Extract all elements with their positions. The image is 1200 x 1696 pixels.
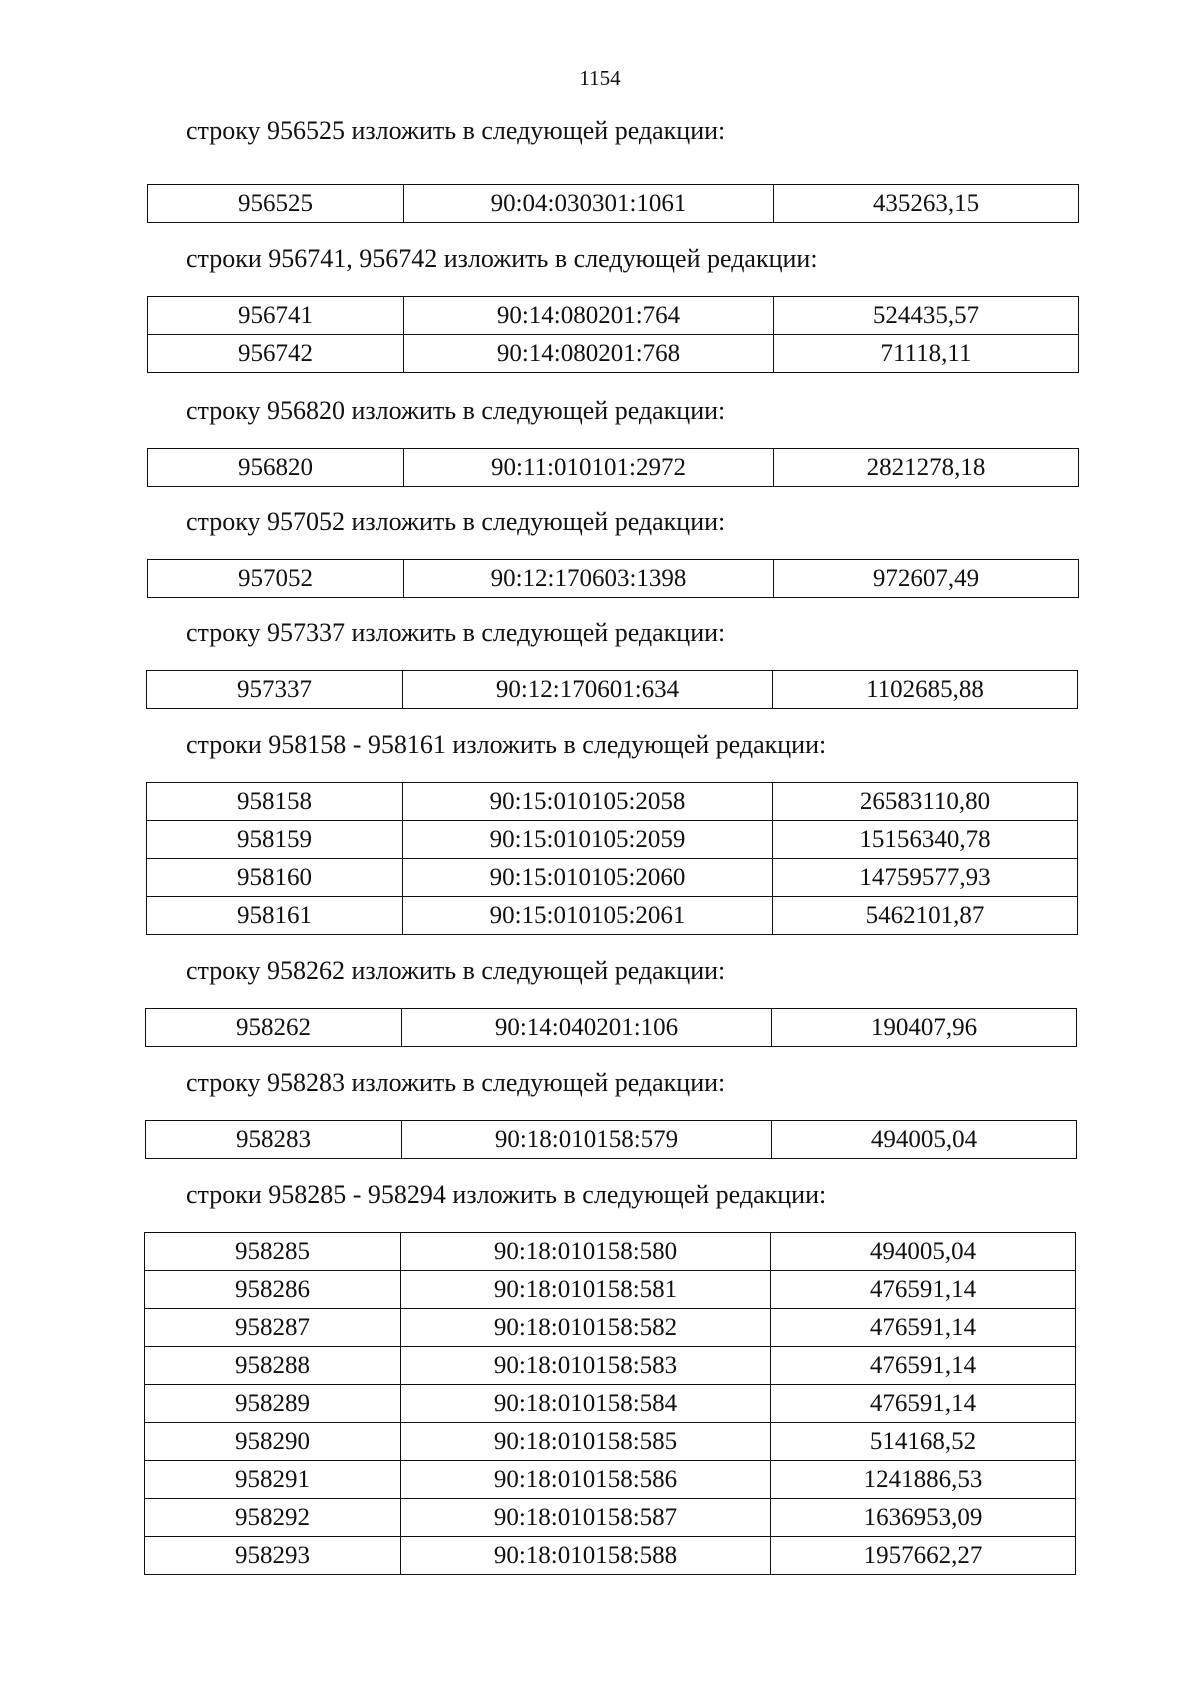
row-number-cell: 956525 xyxy=(148,185,404,223)
table-row xyxy=(145,1423,1076,1461)
row-number-cell: 956742 xyxy=(148,335,404,373)
cadastral-number-cell: 90:11:010101:2972 xyxy=(404,449,774,487)
cadastral-number-cell: 90:18:010158:580 xyxy=(401,1233,771,1271)
row-number-cell: 958158 xyxy=(147,783,403,821)
table-row xyxy=(147,821,1078,859)
value-cell: 5462101,87 xyxy=(773,897,1078,935)
amendment-table xyxy=(147,559,1079,598)
cadastral-number-cell: 90:18:010158:581 xyxy=(401,1271,771,1309)
cadastral-number-cell: 90:12:170603:1398 xyxy=(404,560,774,598)
value-cell: 476591,14 xyxy=(771,1385,1076,1423)
value-cell: 190407,96 xyxy=(772,1009,1077,1047)
cadastral-number-cell: 90:18:010158:583 xyxy=(401,1347,771,1385)
cadastral-number-cell: 90:18:010158:579 xyxy=(402,1121,772,1159)
section-heading: строку 957337 изложить в следующей редакции: xyxy=(186,618,726,647)
row-number-cell: 958289 xyxy=(145,1385,401,1423)
cadastral-number-cell: 90:18:010158:588 xyxy=(401,1537,771,1575)
table-row xyxy=(145,1309,1076,1347)
table-row xyxy=(148,185,1079,223)
value-cell: 476591,14 xyxy=(771,1347,1076,1385)
cadastral-number-cell: 90:04:030301:1061 xyxy=(404,185,774,223)
cadastral-number-cell: 90:14:040201:106 xyxy=(402,1009,772,1047)
amendment-table xyxy=(146,670,1078,709)
value-cell: 26583110,80 xyxy=(773,783,1078,821)
value-cell: 1241886,53 xyxy=(771,1461,1076,1499)
value-cell: 71118,11 xyxy=(774,335,1079,373)
table-row xyxy=(148,335,1079,373)
table-row xyxy=(146,1121,1077,1159)
value-cell: 524435,57 xyxy=(774,297,1079,335)
cadastral-number-cell: 90:15:010105:2061 xyxy=(403,897,773,935)
row-number-cell: 958159 xyxy=(147,821,403,859)
cadastral-number-cell: 90:18:010158:582 xyxy=(401,1309,771,1347)
cadastral-number-cell: 90:14:080201:764 xyxy=(404,297,774,335)
table-row xyxy=(147,783,1078,821)
value-cell: 14759577,93 xyxy=(773,859,1078,897)
value-cell: 1636953,09 xyxy=(771,1499,1076,1537)
table-row xyxy=(145,1385,1076,1423)
table-row xyxy=(148,449,1079,487)
row-number-cell: 958293 xyxy=(145,1537,401,1575)
row-number-cell: 958283 xyxy=(146,1121,402,1159)
table-row xyxy=(147,897,1078,935)
value-cell: 494005,04 xyxy=(772,1121,1077,1159)
row-number-cell: 956820 xyxy=(148,449,404,487)
table-row xyxy=(145,1537,1076,1575)
amendment-table xyxy=(147,448,1079,487)
value-cell: 972607,49 xyxy=(774,560,1079,598)
value-cell: 476591,14 xyxy=(771,1271,1076,1309)
row-number-cell: 958160 xyxy=(147,859,403,897)
amendment-table xyxy=(146,782,1078,935)
value-cell: 2821278,18 xyxy=(774,449,1079,487)
row-number-cell: 958288 xyxy=(145,1347,401,1385)
section-heading: строку 957052 изложить в следующей редакции: xyxy=(186,507,726,536)
value-cell: 494005,04 xyxy=(771,1233,1076,1271)
amendment-table xyxy=(145,1120,1077,1159)
row-number-cell: 956741 xyxy=(148,297,404,335)
value-cell: 1102685,88 xyxy=(773,671,1078,709)
table-row xyxy=(145,1271,1076,1309)
row-number-cell: 957052 xyxy=(148,560,404,598)
value-cell: 514168,52 xyxy=(771,1423,1076,1461)
value-cell: 15156340,78 xyxy=(773,821,1078,859)
row-number-cell: 958285 xyxy=(145,1233,401,1271)
table-row xyxy=(145,1233,1076,1271)
row-number-cell: 958290 xyxy=(145,1423,401,1461)
row-number-cell: 958262 xyxy=(146,1009,402,1047)
cadastral-number-cell: 90:18:010158:587 xyxy=(401,1499,771,1537)
row-number-cell: 958161 xyxy=(147,897,403,935)
row-number-cell: 957337 xyxy=(147,671,403,709)
row-number-cell: 958291 xyxy=(145,1461,401,1499)
page-number: 1154 xyxy=(579,66,621,90)
row-number-cell: 958287 xyxy=(145,1309,401,1347)
cadastral-number-cell: 90:15:010105:2059 xyxy=(403,821,773,859)
table-row xyxy=(145,1461,1076,1499)
section-heading: строку 958262 изложить в следующей редакции: xyxy=(186,956,726,985)
amendment-table xyxy=(147,296,1079,373)
amendment-table xyxy=(144,1232,1076,1575)
cadastral-number-cell: 90:18:010158:585 xyxy=(401,1423,771,1461)
cadastral-number-cell: 90:18:010158:586 xyxy=(401,1461,771,1499)
cadastral-number-cell: 90:18:010158:584 xyxy=(401,1385,771,1423)
value-cell: 435263,15 xyxy=(774,185,1079,223)
table-row xyxy=(146,1009,1077,1047)
amendment-table xyxy=(147,184,1079,223)
row-number-cell: 958286 xyxy=(145,1271,401,1309)
cadastral-number-cell: 90:15:010105:2058 xyxy=(403,783,773,821)
section-heading: строку 956820 изложить в следующей редакции: xyxy=(186,396,726,425)
row-number-cell: 958292 xyxy=(145,1499,401,1537)
value-cell: 476591,14 xyxy=(771,1309,1076,1347)
table-row xyxy=(147,671,1078,709)
section-heading: строки 958158 - 958161 изложить в следующей редакции: xyxy=(186,730,827,759)
table-row xyxy=(145,1347,1076,1385)
table-row xyxy=(145,1499,1076,1537)
table-row xyxy=(148,560,1079,598)
section-heading: строку 956525 изложить в следующей редакции: xyxy=(186,116,726,145)
section-heading: строку 958283 изложить в следующей редакции: xyxy=(186,1068,726,1097)
table-row xyxy=(147,859,1078,897)
section-heading: строки 956741, 956742 изложить в следующей редакции: xyxy=(186,244,818,273)
cadastral-number-cell: 90:12:170601:634 xyxy=(403,671,773,709)
table-row xyxy=(148,297,1079,335)
section-heading: строки 958285 - 958294 изложить в следующей редакции: xyxy=(186,1180,827,1209)
value-cell: 1957662,27 xyxy=(771,1537,1076,1575)
cadastral-number-cell: 90:14:080201:768 xyxy=(404,335,774,373)
amendment-table xyxy=(145,1008,1077,1047)
cadastral-number-cell: 90:15:010105:2060 xyxy=(403,859,773,897)
